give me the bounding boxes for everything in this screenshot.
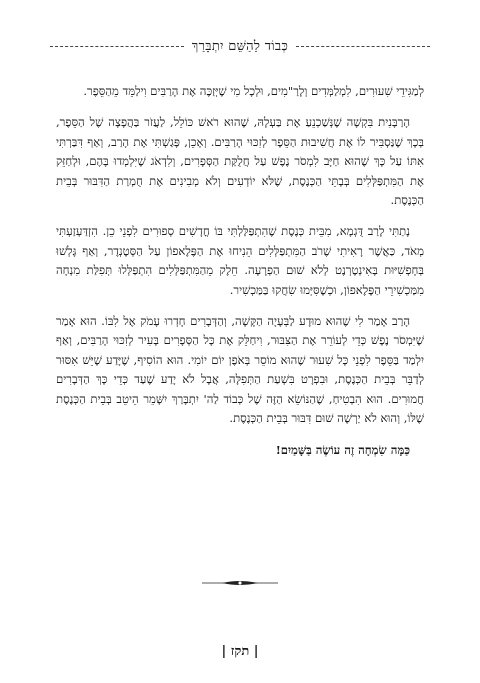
body-text [56,82,424,472]
running-head-title: כְּבוֹד לַהַשֵּׁם יִתְבָּרַךְ [191,39,289,54]
page-number: | תקז | [221,644,259,659]
paragraph: נָתַתִּי לָרַב דֻּגְמָא, מִבֵּית כְּנֶסֶת שֶׁהִתְפַּלַּלְתִּי בּוֹ חֳדָשִׁים סְפוּרִים לִפְנֵי כֵן. הִזְדַּעְזַעְתִּי מְאֹד, כַּאֲשֶׁר רָאִיתִי שֶׁרֹב הַמִּתְפַּלְּלִים הֵנִיחוּ אֶת הַפֶּלֶאפוֹן עַל הַסְּטֶנְדֶר, וְאַף גָּלְשׁוּ בְּחָפְשִׁיּוּת בָּאִינְטֶרְנֶט לְלֹא שׁוּם הַפְרָעָה. חֵלֶק מֵהַמִּתְפַּלְּלִים הִתְפַּלְּלוּ תְּפִלַּת מִנְחָה מִמַּכְשִׁירֵי הַפֶּלֶאפוֹן, וּכְשֶׁסִּיְּמוּ שִׂחֲקוּ בַּמַּכְשִׁיר. [56,224,424,297]
paragraph: הָרַבָּנִית בִּקְשָׁה שֶׁנְּשַׁכְנֵעַ אֶת בַּעְלָהּ, שֶׁהוּא רֹאשׁ כּוֹלֵל, לַעֲזֹר בַּהֲפָצָה שֶׁל הַסֵּפֶר, בְּכָךְ שֶׁנַּסְבִּיר לוֹ אֶת חֲשִׁיבוּת הַסֵּפֶר לְזִכּוּי הָרַבִּים. וְאָכֵן, פָּגַשְׁתִּי אֶת הָרַב, וְאַף דִּבַּרְתִּי אִתּוֹ עַל כָּךְ שֶׁהוּא חַיָּב לִמְסֹר נֶפֶשׁ עַל חֲלֻקַּת הַסְּפָרִים, וְלִדְאֹג שֶׁיִּלְמְדוּ בָּהֶם, וּלְחַזֵּק אֶת הַמִּתְפַּלְּלִים בְּבָתֵּי הַכְּנֶסֶת, שֶׁלֹּא יוֹדְעִים וְלֹא מְבִינִים אֶת חֻמְרַת הַדִּבּוּר בְּבֵית הַכְּנֶסֶת. [56,115,424,208]
running-head-rule-left [50,46,184,47]
decorative-divider-icon [200,578,280,588]
running-head [50,36,430,56]
closing-line: כַּמָּה שִׂמְחָה זֶה עוֹשֶׂה בַּשָּׁמַיִם! [275,442,410,457]
paragraph: לְמַגִּידֵי שִׁעוּרִים, לִמְלַמְּדִים וְלָרַ"מִים, וּלְכָל מִי שֶׁיְּזַכֶּה אֶת הָרַבִּים וִילַמֵּד מֵהַסֵּפֶר. [83,84,424,98]
paragraph: הָרַב אָמַר לִי שֶׁהוּא מוּדָע לַבְּעָיָה הַקָּשָׁה, וְהַדְּבָרִים חָדְרוּ עָמֹק אֶל לִבּוֹ. הוּא אָמַר שֶׁיִּמְסֹר נֶפֶשׁ כְּדֵי לְעוֹרֵר אֶת הַצִּבּוּר, וִיחַלֵּק אֶת כָּל הַסְּפָרִים בָּעִיר לְזִכּוּי הָרַבִּים, וְאַף יִלְמַד בַּסֵּפֶר לִפְנֵי כָּל שִׁעוּר שֶׁהוּא מוֹסֵר בְּאֹפֶן יוֹם יוֹמִי. הוּא הוֹסִיף, שֶׁיָּדַע שֶׁיֵּשׁ אִסּוּר לְדַבֵּר בְּבֵית הַכְּנֶסֶת, וּבִפְרָט בִּשְׁעַת הַתְּפִלָּה, אֲבָל לֹא יָדַע שֶׁעַד כְּדֵי כָּךְ הַדְּבָרִים חֲמוּרִים. הוּא הִבְטִיחַ, שֶׁהַנּוֹשֵׂא הַזֶּה שֶׁל כְּבוֹד לַה' יִתְבָּרַךְ יִשָּׁמֵר הֵיטֵב בְּבֵית הַכְּנֶסֶת שֶׁלּוֹ, וְהוּא לֹא יַרְשֶׁה שׁוּם דִּבּוּר בְּבֵית הַכְּנֶסֶת. [56,314,424,426]
running-head-rule-right [296,46,430,47]
